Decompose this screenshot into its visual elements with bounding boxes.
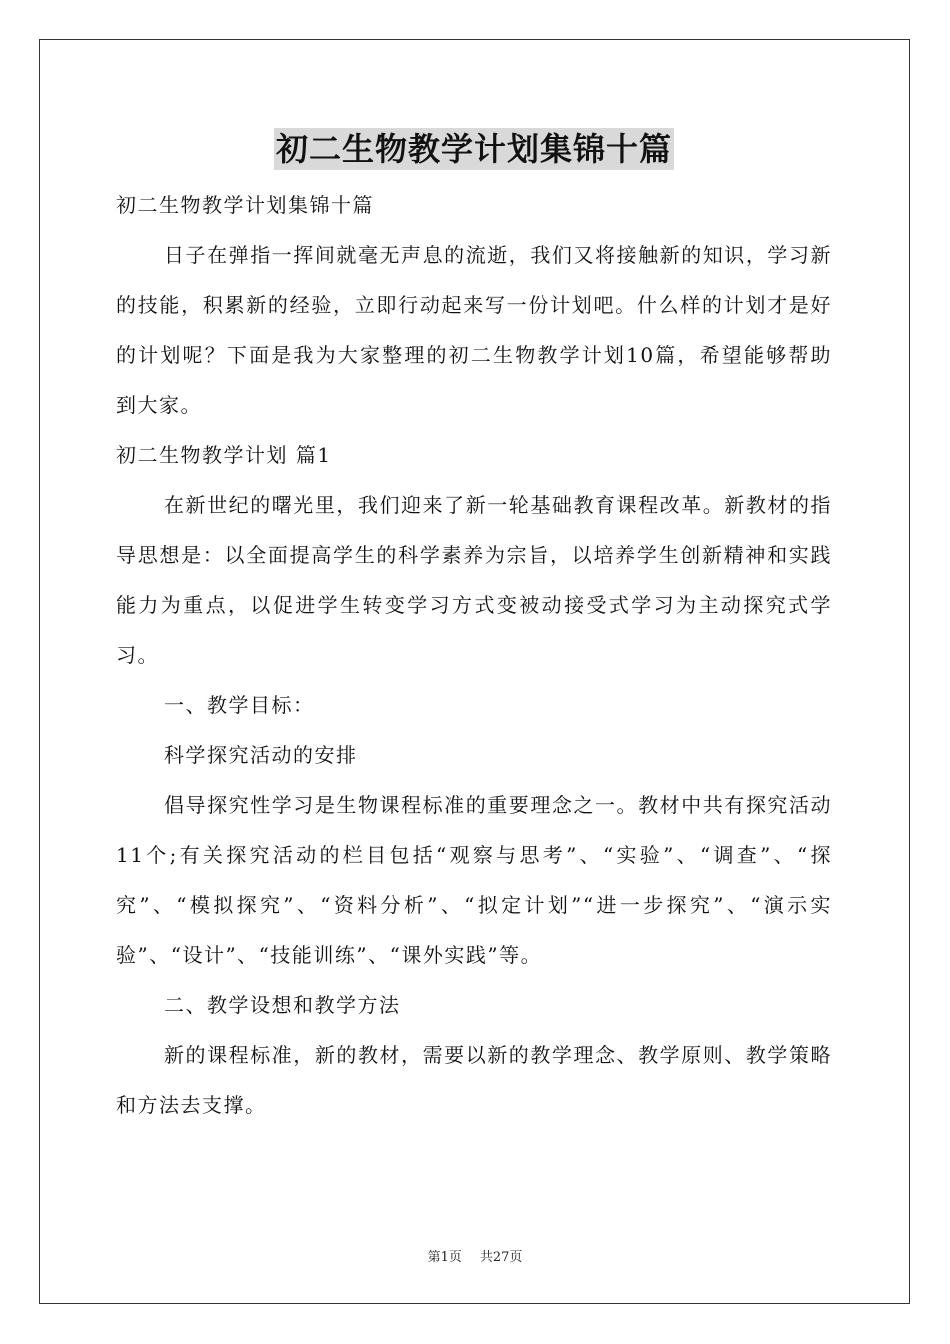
page-footer <box>0 1246 950 1265</box>
document-title <box>116 118 832 180</box>
document-title-text: 初二生物教学计划集锦十篇 <box>275 130 672 168</box>
section-heading-1: 初二生物教学计划 篇1 <box>116 443 332 467</box>
paragraph-intro: 日子在弹指一挥间就毫无声息的流逝，我们又将接触新的知识，学习新的技能，积累新的经验，立即行动起来写一份计划吧。什么样的计划才是好的计划呢？下面是我为大家整理的初二生物教学计划10篇，希望能够帮助到大家。 <box>116 243 832 417</box>
heading-teaching-goals: 一、教学目标： <box>164 693 315 717</box>
page-number: 第1页 <box>427 1250 462 1265</box>
document-body <box>116 118 832 1130</box>
page-total: 共27页 <box>479 1250 523 1265</box>
document-subtitle: 初二生物教学计划集锦十篇 <box>116 193 374 217</box>
paragraph-background: 在新世纪的曙光里，我们迎来了新一轮基础教育课程改革。新教材的指导思想是：以全面提高学生的科学素养为宗旨，以培养学生创新精神和实践能力为重点，以促进学生转变学习方式变被动接受式学习为主动探究式学习。 <box>116 493 832 667</box>
paragraph-inquiry: 倡导探究性学习是生物课程标准的重要理念之一。教材中共有探究活动11个;有关探究活动的栏目包括“观察与思考”、“实验”、“调查”、“探究”、“模拟探究”、“资料分析”、“拟定计划”“进一步探究”、“演示实验”、“设计”、“技能训练”、“课外实践”等。 <box>116 793 832 967</box>
heading-inquiry-activities: 科学探究活动的安排 <box>164 743 358 767</box>
heading-teaching-methods: 二、教学设想和教学方法 <box>164 993 401 1017</box>
paragraph-methods: 新的课程标准，新的教材，需要以新的教学理念、教学原则、教学策略和方法去支撑。 <box>116 1043 832 1117</box>
